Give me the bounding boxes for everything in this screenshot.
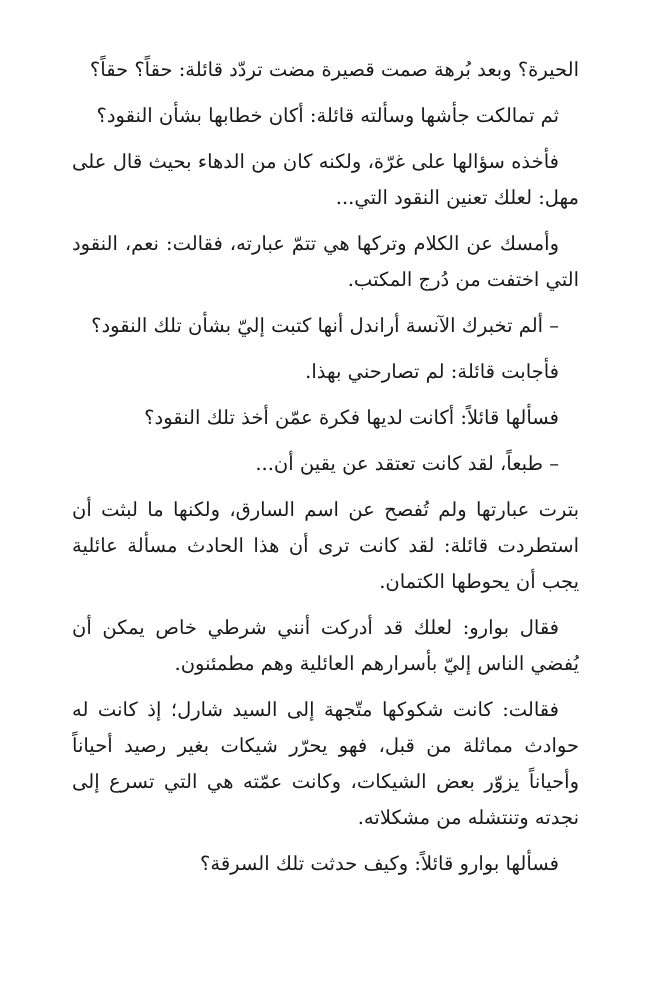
paragraph-1: الحيرة؟ وبعد بُرهة صمت قصيرة مضت تردّد قائلة: حقاً؟ حقاً؟ <box>89 58 579 81</box>
paragraph-10: فقال بوارو: لعلك قد أدركت أنني شرطي خاص يمكن أن يُفضي الناس إليّ بأسرارهم العائلية وهم مطمئنون. <box>72 616 579 675</box>
paragraph-3: فأخذه سؤالها على غرّة، ولكنه كان من الدهاء بحيث قال على مهل: لعلك تعنين النقود التي... <box>72 150 579 209</box>
paragraph-9: بترت عبارتها ولم تُفصح عن اسم السارق، ولكنها ما لبثت أن استطردت قائلة: لقد كانت ترى أن هذا الحادث مسألة عائلية يجب أن يحوطها الكتمان. <box>72 498 579 593</box>
paragraph-2: ثم تمالكت جأشها وسألته قائلة: أكان خطابها بشأن النقود؟ <box>96 104 559 127</box>
paragraph-6: فأجابت قائلة: لم تصارحني بهذا. <box>305 360 559 383</box>
paragraph-7: فسألها قائلاً: أكانت لديها فكرة عمّن أخذ تلك النقود؟ <box>144 406 559 429</box>
paragraph-4: وأمسك عن الكلام وتركها هي تتمّ عبارته، فقالت: نعم، النقود التي اختفت من دُرج المكتب. <box>72 232 579 291</box>
paragraph-12: فسألها بوارو قائلاً: وكيف حدثت تلك السرقة؟ <box>200 852 559 875</box>
paragraph-11: فقالت: كانت شكوكها متّجهة إلى السيد شارل؛ إذ كانت له حوادث مماثلة من قبل، فهو يحرّر شيكات بغير رصيد أحياناً وأحياناً يزوّر بعض الشيكات، وكانت عمّته هي التي تسرع إلى نجدته وتنتشله من مشكلاته. <box>72 698 579 829</box>
book-page <box>72 52 579 892</box>
paragraph-5: – ألم تخبرك الآنسة أراندل أنها كتبت إليّ بشأن تلك النقود؟ <box>91 314 559 337</box>
paragraph-8: – طبعاً، لقد كانت تعتقد عن يقين أن... <box>255 452 559 475</box>
